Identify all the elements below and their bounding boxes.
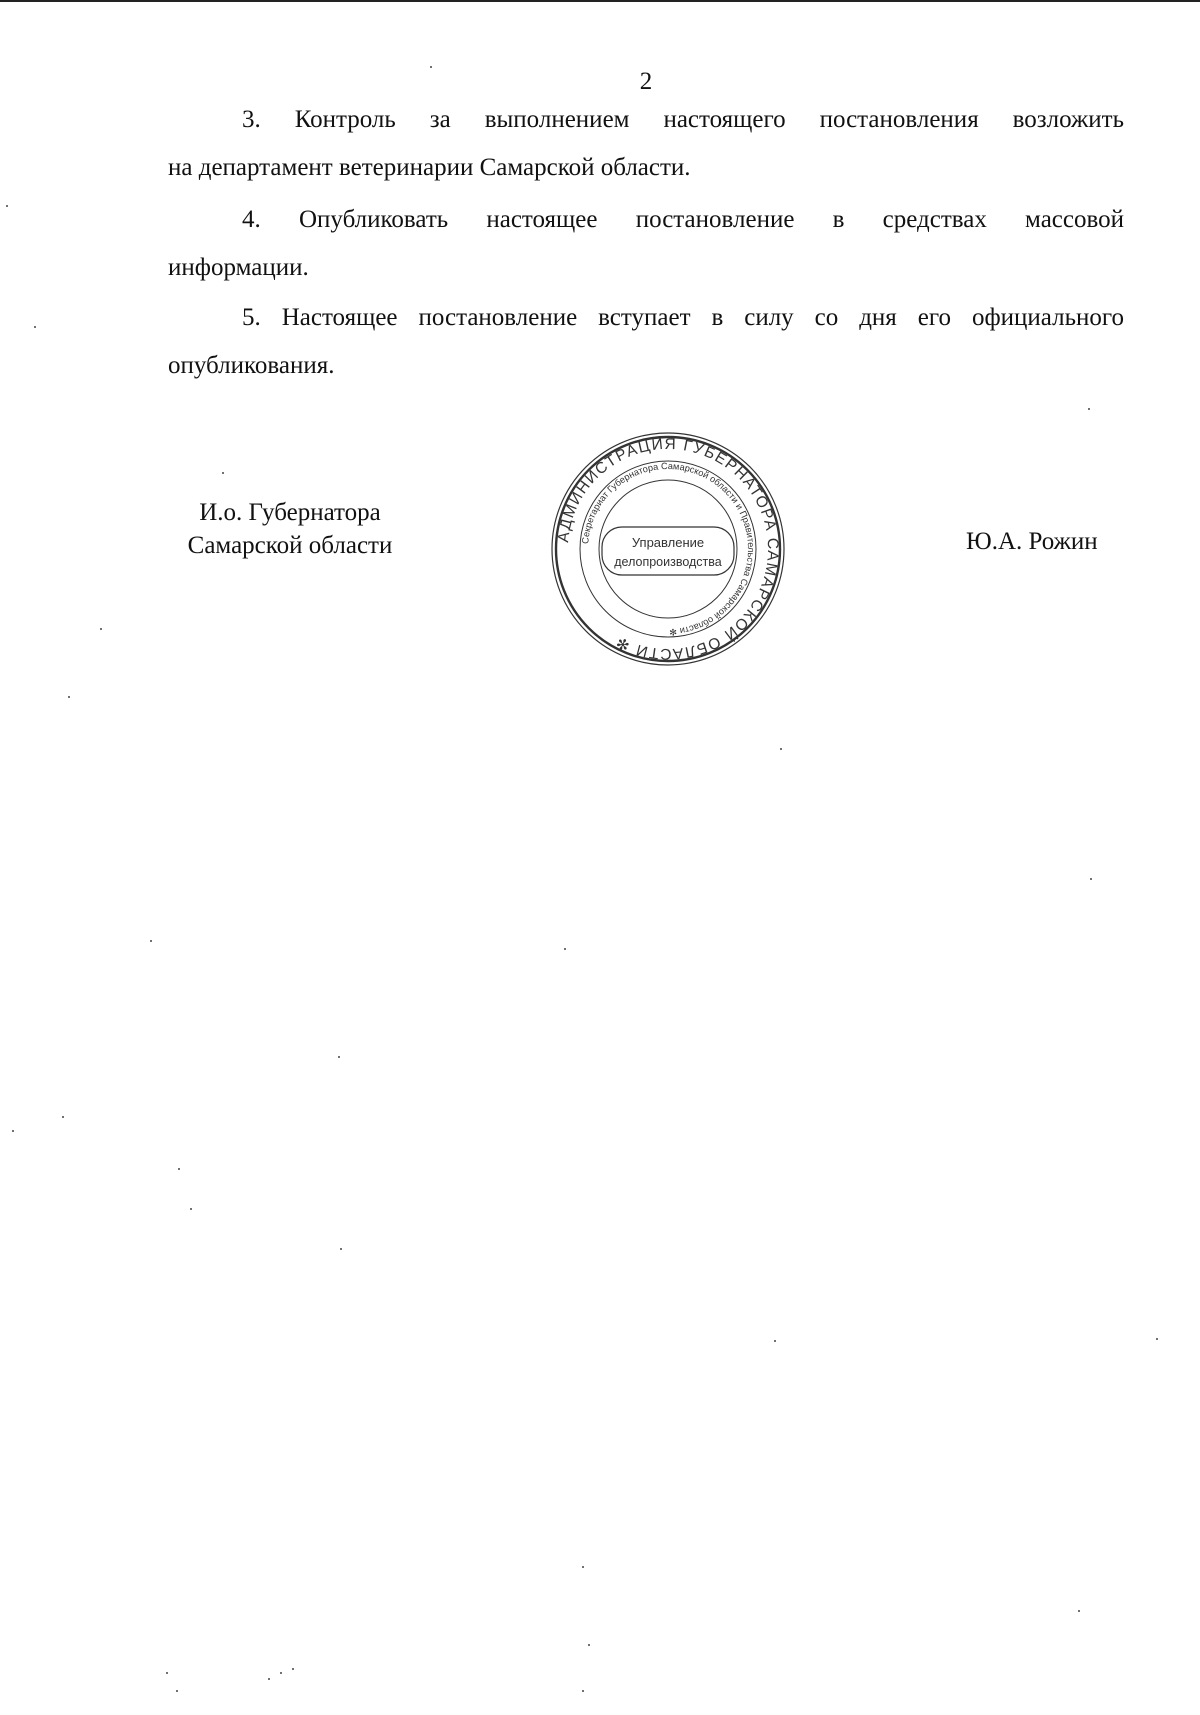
scan-speck — [68, 696, 70, 698]
scan-speck — [280, 1672, 282, 1674]
scan-speck — [178, 1168, 180, 1170]
scan-top-edge — [0, 0, 1200, 2]
signatory-name: Ю.А. Рожин — [966, 528, 1098, 555]
paragraph-4 — [168, 196, 1124, 292]
signatory-title-line: Самарской области — [187, 532, 393, 559]
scan-speck — [430, 66, 432, 68]
scan-speck — [588, 1644, 590, 1646]
paragraph-5 — [168, 294, 1124, 390]
scan-speck — [34, 326, 36, 328]
scan-speck — [780, 748, 782, 750]
scan-speck — [268, 1678, 270, 1680]
signatory-title — [160, 496, 420, 562]
paragraph-line: информации. — [168, 254, 309, 281]
official-seal — [550, 431, 786, 667]
scan-speck — [1090, 878, 1092, 880]
paragraph-line: на департамент ветеринарии Самарской области. — [168, 154, 691, 181]
scan-speck — [6, 205, 8, 207]
page-number: 2 — [639, 68, 653, 95]
scan-speck — [100, 628, 102, 630]
scan-speck — [1088, 408, 1090, 410]
scan-speck — [338, 1056, 340, 1058]
scan-speck — [292, 1668, 294, 1670]
signatory-title-line: И.о. Губернатора — [199, 499, 381, 526]
seal-center-line: Управление — [631, 535, 705, 550]
scan-speck — [62, 1116, 64, 1118]
scan-speck — [564, 948, 566, 950]
paragraph-3 — [168, 96, 1124, 192]
scan-speck — [582, 1566, 584, 1568]
paragraph-line: 5. Настоящее постановление вступает в силу со дня его официального — [242, 304, 1124, 331]
seal-outer-text: АДМИНИСТРАЦИЯ ГУБЕРНАТОРА САМАРСКОЙ ОБЛАСТИ ✻ — [555, 435, 782, 663]
seal-inner-text: Секретариат Губернатора Самарской области и Правительства Самарской области ✻ — [580, 460, 757, 638]
paragraph-line: опубликования. — [168, 352, 335, 379]
scan-speck — [12, 1130, 14, 1132]
scan-speck — [1078, 1610, 1080, 1612]
scan-speck — [1156, 1338, 1158, 1340]
scan-speck — [190, 1208, 192, 1210]
seal-center-line: делопроизводства — [614, 555, 722, 569]
scan-speck — [150, 940, 152, 942]
scan-speck — [340, 1248, 342, 1250]
scan-speck — [774, 1340, 776, 1342]
paragraph-line: 4. Опубликовать настоящее постановление в средствах массовой — [242, 206, 1124, 233]
scan-speck — [582, 1690, 584, 1692]
scan-speck — [176, 1690, 178, 1692]
scan-speck — [166, 1672, 168, 1674]
scan-speck — [222, 472, 224, 474]
paragraph-line: 3. Контроль за выполнением настоящего постановления возложить — [242, 106, 1124, 133]
